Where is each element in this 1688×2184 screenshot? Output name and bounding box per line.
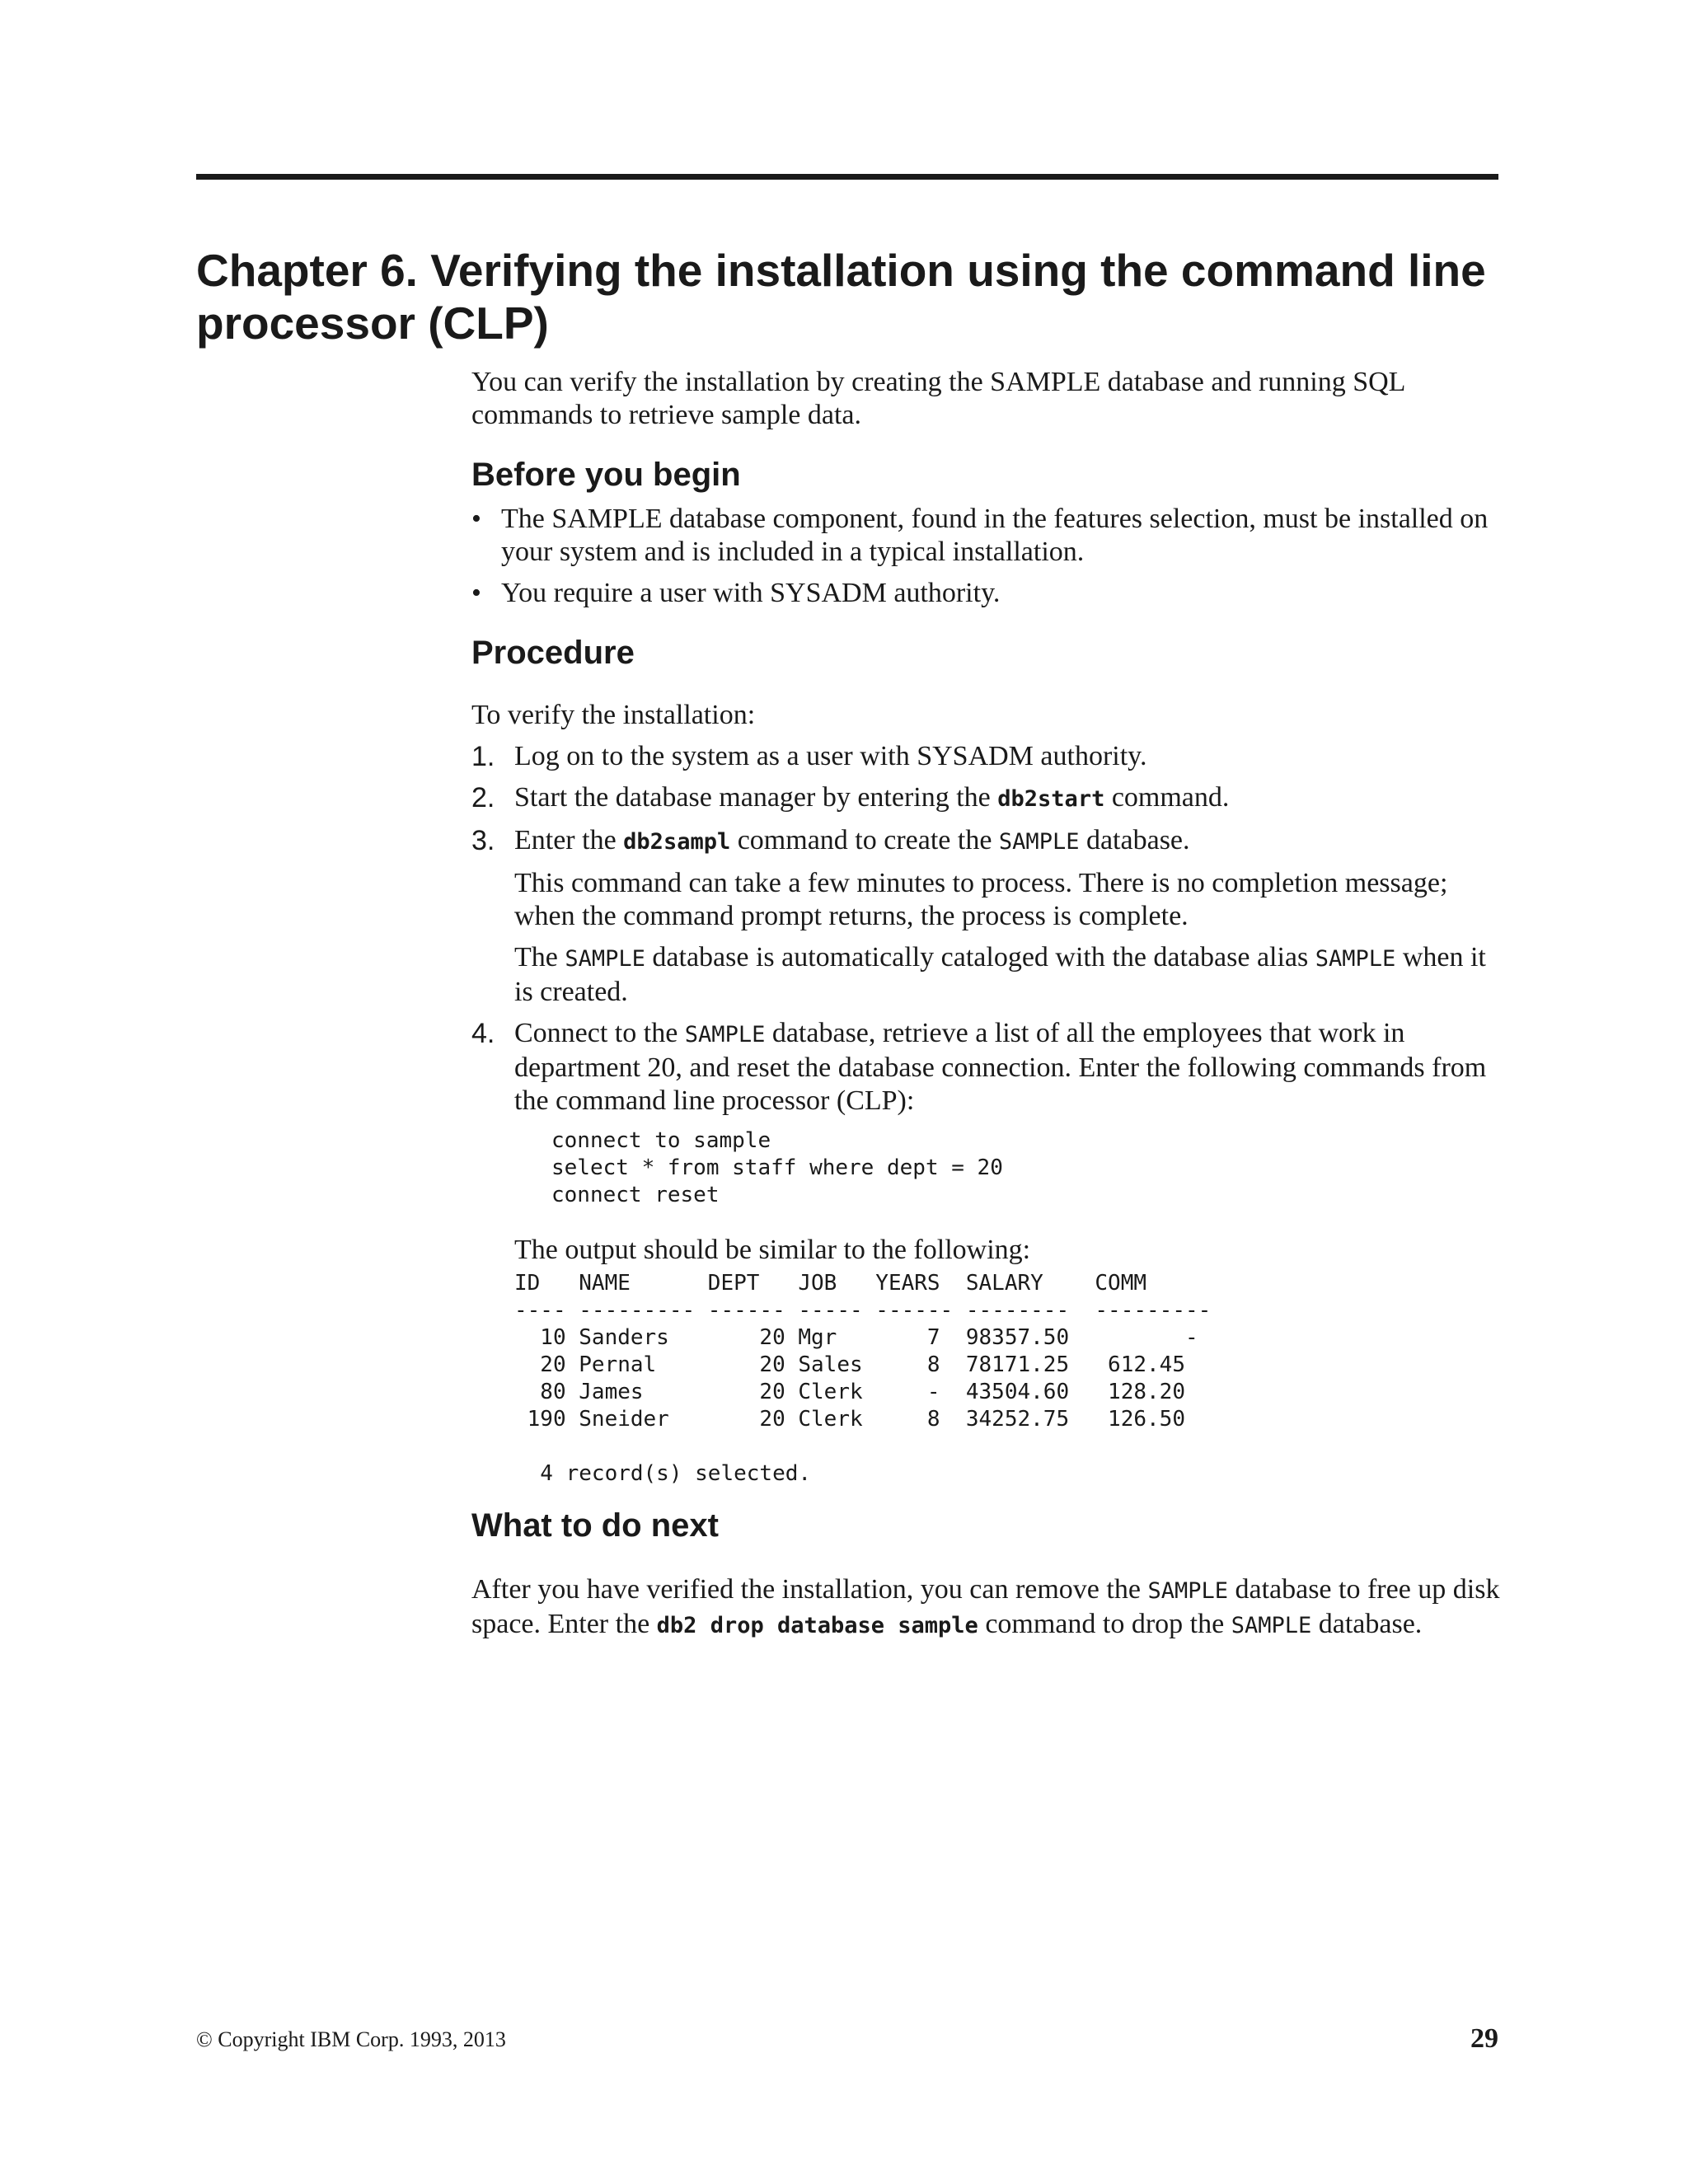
step-text: Enter the	[514, 825, 624, 855]
procedure-lead: To verify the installation:	[471, 700, 756, 730]
intro-paragraph: You can verify the installation by creating the SAMPLE database and running SQL commands to retrieve sample data.	[471, 367, 1405, 430]
step-text: database.	[1079, 825, 1190, 855]
note-text: when it is created.	[514, 942, 1486, 1007]
next-text: After you have verified the installation, you can remove the	[471, 1574, 1148, 1605]
step-number: 3.	[471, 825, 495, 856]
note-text: The	[514, 942, 565, 972]
command-db2start: db2start	[997, 786, 1105, 812]
chapter-rule	[196, 174, 1498, 180]
next-text: database to free up disk space. Enter the	[471, 1574, 1500, 1639]
step-number: 4.	[471, 1018, 495, 1049]
next-text: command to drop the	[978, 1609, 1231, 1639]
page-number: 29	[1470, 2023, 1498, 2054]
code-sample: SAMPLE	[998, 829, 1080, 855]
step-note	[514, 941, 1502, 1009]
step-text: command.	[1104, 782, 1230, 813]
code-sample: SAMPLE	[1315, 946, 1396, 972]
step-2	[471, 781, 1502, 816]
list-item: • You require a user with SYSADM authority.	[471, 577, 1502, 610]
next-paragraph	[471, 1573, 1502, 1643]
code-sample: SAMPLE	[1231, 1613, 1312, 1638]
procedure-steps	[471, 740, 1502, 1488]
code-sample: SAMPLE	[1147, 1578, 1228, 1604]
note-text: database is automatically cataloged with the database alias	[645, 942, 1315, 972]
step-3	[471, 824, 1502, 1009]
next-heading: What to do next	[471, 1507, 719, 1544]
procedure-heading: Procedure	[471, 635, 635, 671]
step-number: 1.	[471, 741, 495, 772]
step-number: 2.	[471, 782, 495, 813]
step-text: Connect to the	[514, 1018, 685, 1048]
document-body	[471, 366, 1502, 1643]
step-text: database, retrieve a list of all the employees that work in department 20, and reset the database connection. Enter the following commands from the command line processor (CLP):	[514, 1018, 1487, 1116]
chapter-title: Chapter 6. Verifying the installation using the command line processor (CLP)	[196, 245, 1486, 349]
output-block: ID NAME DEPT JOB YEARS SALARY COMM ---- --------- ------ ----- ------ -------- --------- 10 Sanders 20 Mgr 7 98357.50 - 20 Pernal 20 Sales 8 78171.25 612.45 80 James 20 Clerk - 43504.60 128.20 190 Sneider 20 Clerk 8 34252.75 126.50 4 record(s) selected.	[514, 1271, 1212, 1486]
command-block: connect to sample select * from staff where dept = 20 connect reset	[551, 1128, 1003, 1207]
step-text: command to create the	[730, 825, 999, 855]
list-item: • The SAMPLE database component, found in the features selection, must be installed on your system and is included in a typical installation.	[471, 503, 1502, 569]
code-sample: SAMPLE	[565, 946, 645, 972]
step-4	[471, 1017, 1502, 1488]
code-sample: SAMPLE	[684, 1022, 766, 1047]
command-db2sampl: db2sampl	[623, 829, 731, 855]
step-text: Start the database manager by entering the	[514, 782, 998, 813]
step-text: Log on to the system as a user with SYSADM authority.	[514, 741, 1147, 771]
step-1	[471, 740, 1502, 773]
output-lead: The output should be similar to the following:	[514, 1235, 1031, 1265]
copyright-notice: © Copyright IBM Corp. 1993, 2013	[196, 2027, 506, 2051]
step-note: This command can take a few minutes to process. There is no completion message; when the command prompt returns, the process is complete.	[514, 868, 1448, 931]
before-list	[471, 503, 1502, 610]
next-text: database.	[1311, 1609, 1423, 1639]
command-drop-database: db2 drop database sample	[656, 1613, 978, 1638]
before-heading: Before you begin	[471, 457, 741, 493]
